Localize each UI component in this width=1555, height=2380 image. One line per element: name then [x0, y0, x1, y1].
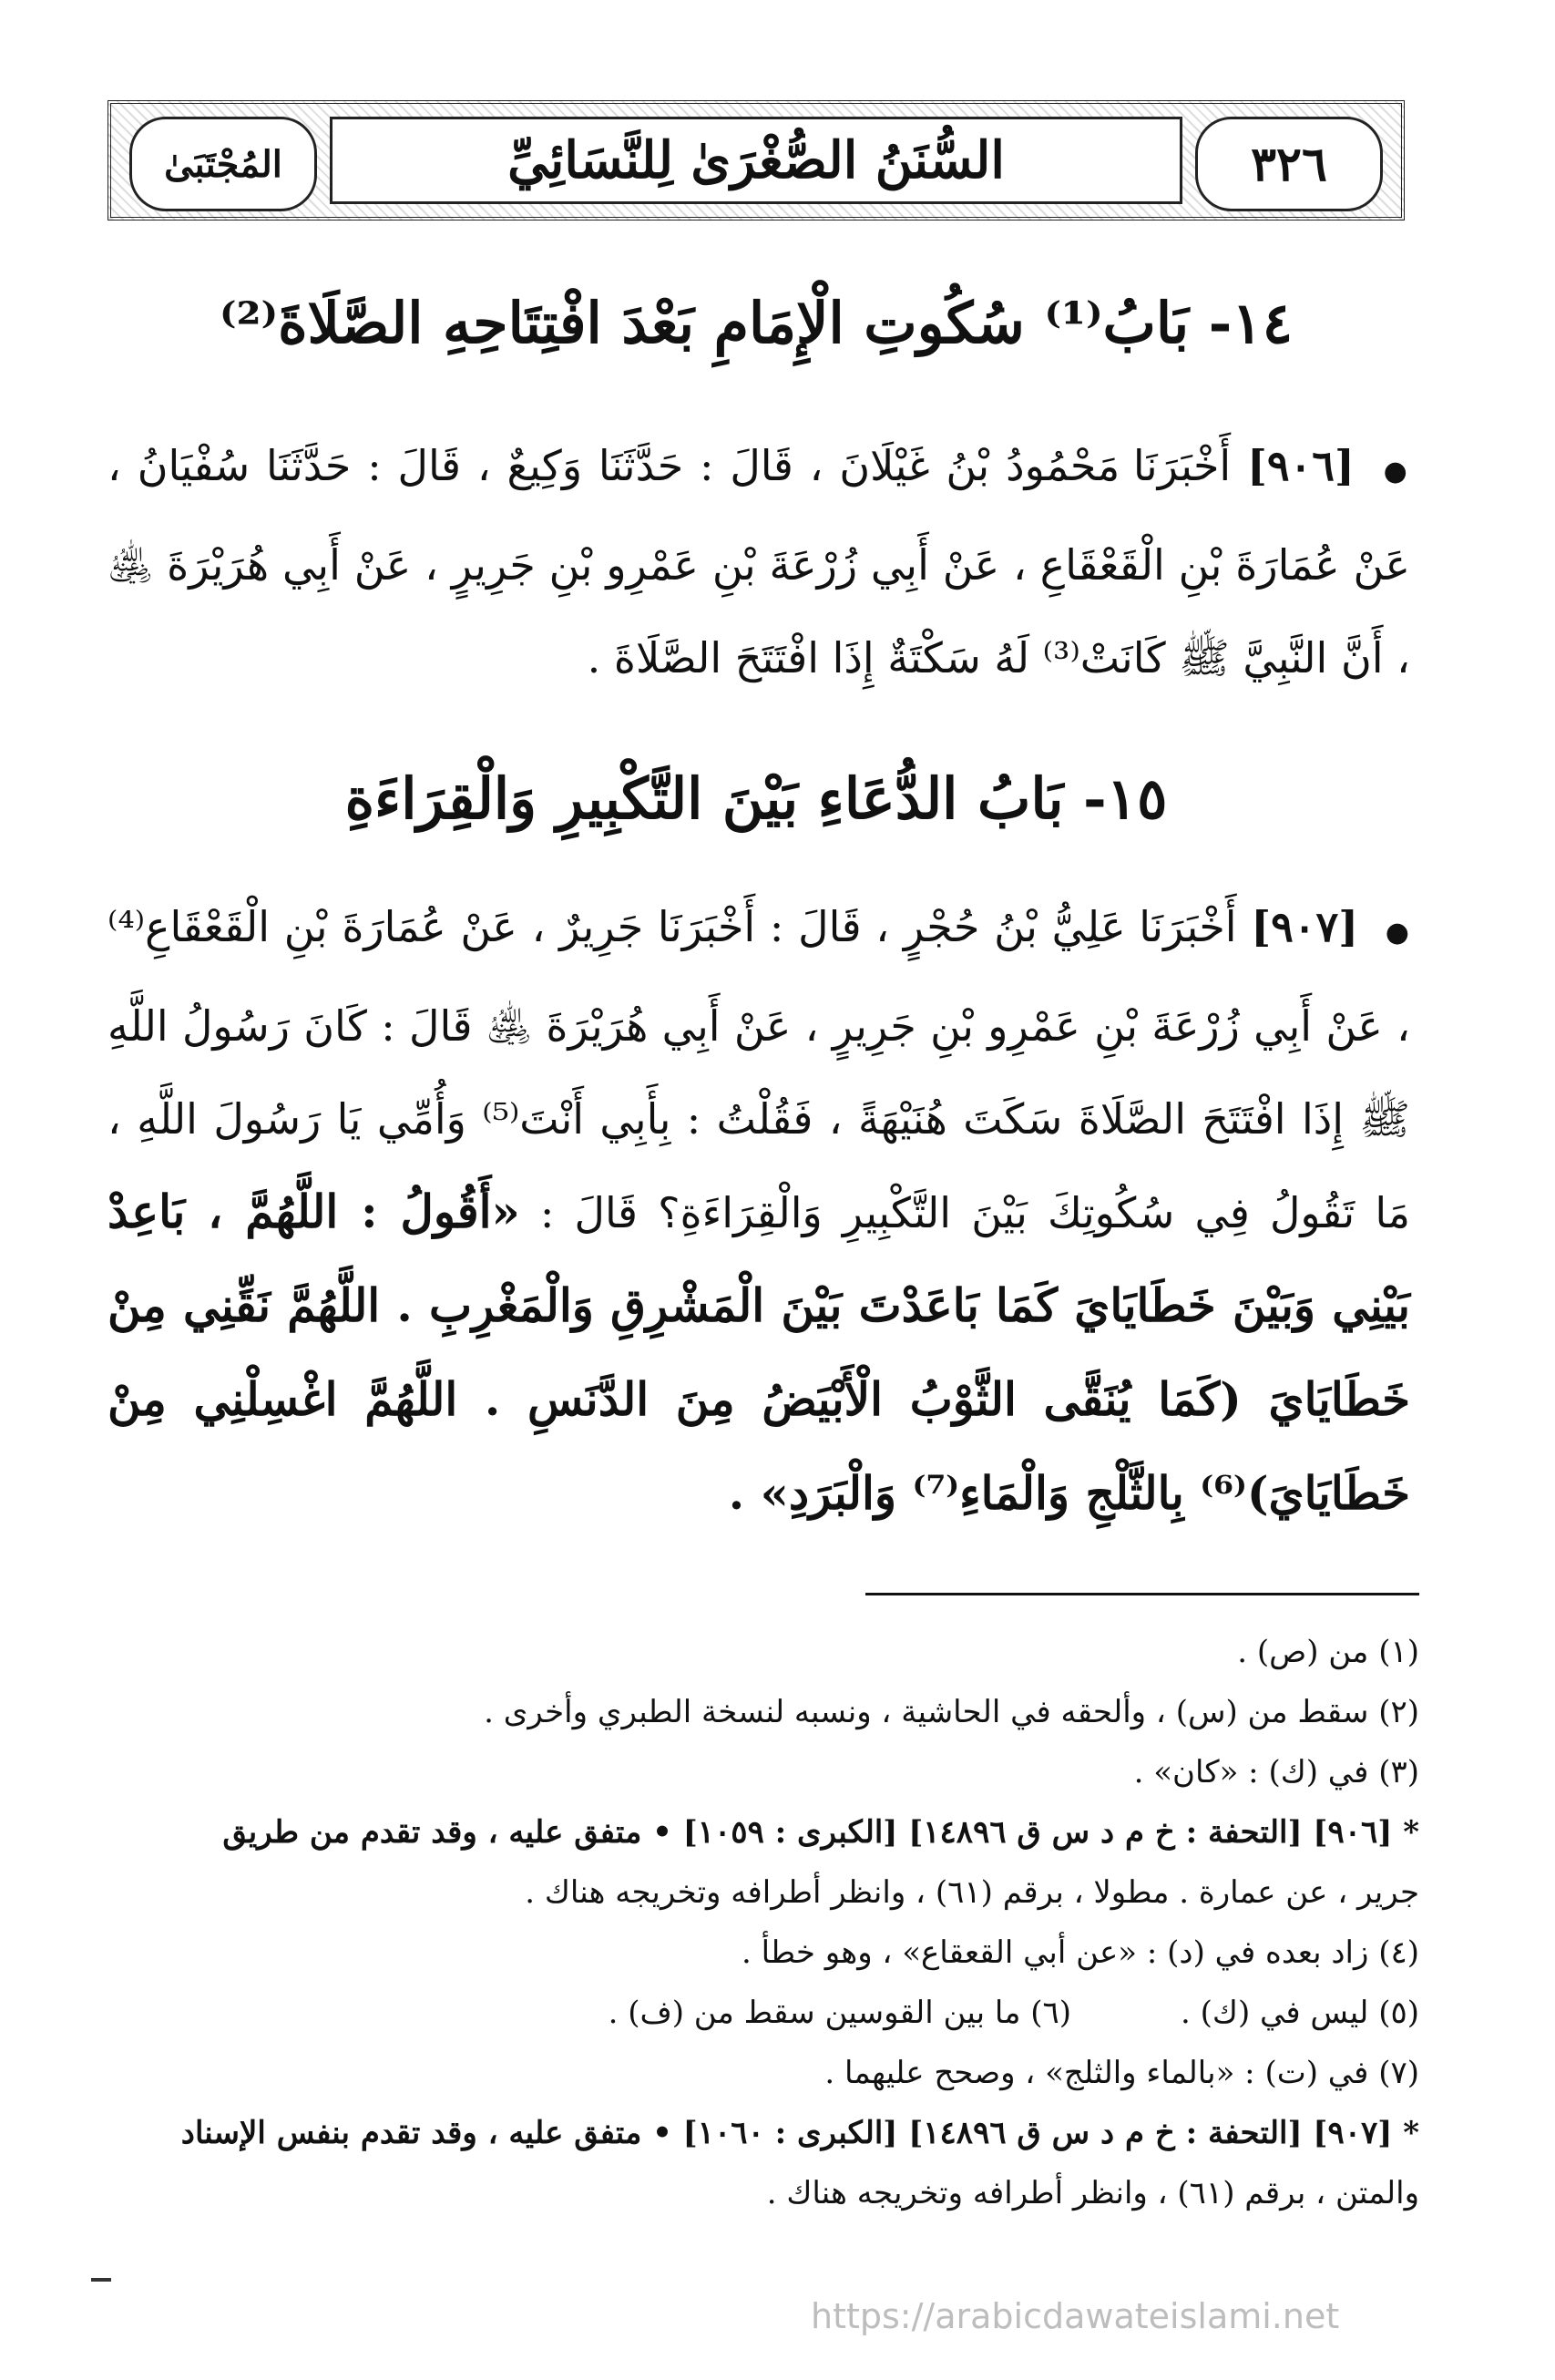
hadith-text: أَخْبَرَنَا مَحْمُودُ بْنُ غَيْلَانَ ، قَالَ : حَدَّثَنَا وَكِيعٌ ، قَالَ : حَدَّثَنَا سُفْيَانُ ، عَنْ عُمَارَةَ بْنِ الْقَعْقَاعِ ، عَنْ أَبِي زُرْعَةَ بْنِ عَمْرِو بْنِ جَرِيرٍ ، عَنْ أَبِي هُرَيْرَةَ ﵁ ، أَنَّ النَّبِيَّ ﷺ كَانَتْ⁽³⁾ لَهُ سَكْتَةٌ إِذَا افْتَتَحَ الصَّلَاةَ . — [107, 441, 1410, 682]
footnotes — [107, 1622, 1419, 2223]
footnote-pair-5-6 — [107, 1983, 1419, 2043]
hadith-dua-text: «أَقُولُ : اللَّهُمَّ ، بَاعِدْ بَيْنِي وَبَيْنَ خَطَايَايَ كَمَا بَاعَدْتَ بَيْنَ الْمَشْرِقِ وَالْمَغْرِبِ . اللَّهُمَّ نَقِّنِي مِنْ خَطَايَايَ (كَمَا يُنَقَّى الثَّوْبُ الْأَبْيَضُ مِنَ الدَّنَسِ . اللَّهُمَّ اغْسِلْنِي مِنْ خَطَايَايَ)⁽⁶⁾ بِالثَّلْجِ وَالْمَاءِ⁽⁷⁾ وَالْبَرَدِ» . — [107, 1185, 1410, 1520]
header-title-box — [330, 117, 1182, 204]
takhrij-907-line-1: * [٩٠٧] [التحفة : خ م د س ق ١٤٨٩٦] [الكبرى : ١٠٦٠] • متفق عليه ، وقد تقدم بنفس الإسناد — [180, 2115, 1419, 2151]
page-header — [107, 100, 1405, 221]
section-14-title: ١٤- بَابُ⁽¹⁾ سُكُوتِ الْإِمَامِ بَعْدَ افْتِتَاحِهِ الصَّلَاةَ⁽²⁾ — [219, 290, 1294, 356]
hadith-text: أَخْبَرَنَا عَلِيُّ بْنُ حُجْرٍ ، قَالَ : أَخْبَرَنَا جَرِيرٌ ، عَنْ عُمَارَةَ بْنِ الْقَعْقَاعِ⁽⁴⁾ ، عَنْ أَبِي زُرْعَةَ بْنِ عَمْرِو بْنِ جَرِيرٍ ، عَنْ أَبِي هُرَيْرَةَ ﵁ قَالَ : كَانَ رَسُولُ اللَّهِ ﷺ إِذَا افْتَتَحَ الصَّلَاةَ سَكَتَ هُنَيْهَةً ، فَقُلْتُ : بِأَبِي أَنْتَ⁽⁵⁾ وَأُمِّي يَا رَسُولَ اللَّهِ ، مَا تَقُولُ فِي سُكُوتِكَ بَيْنَ التَّكْبِيرِ وَالْقِرَاءَةِ؟ قَالَ : — [107, 902, 1411, 1237]
footnote-7: (٧) في (ت) : «بالماء والثلج» ، وصحح عليهما . — [824, 2055, 1419, 2091]
hadith-number: [٩٠٧] — [1251, 902, 1358, 951]
footnote-1: (١) من (ص) . — [1237, 1634, 1419, 1670]
margin-mark — [91, 2278, 111, 2282]
bullet-icon: ● — [1385, 917, 1410, 949]
hadith-907 — [107, 880, 1410, 1541]
takhrij-907-line-2: والمتن ، برقم (٦١) ، وانظر أطرافه وتخريجه هناك . — [766, 2175, 1419, 2211]
book-logo: المُجْتَبَىٰ — [129, 117, 317, 211]
footnote-4: (٤) زاد بعده في (د) : «عن أبي القعقاع» ، وهو خطأ . — [742, 1934, 1419, 1971]
footnote-6: (٦) ما بين القوسين سقط من (ف) . — [608, 1995, 1072, 2031]
page-number: ٣٢٦ — [1195, 117, 1383, 211]
hadith-906 — [107, 419, 1410, 704]
takhrij-906-line-2: جرير ، عن عمارة . مطولا ، برقم (٦١) ، وانظر أطرافه وتخريجه هناك . — [525, 1874, 1419, 1911]
book-title: السُّنَنُ الصُّغْرَىٰ لِلنَّسَائِيِّ — [507, 130, 1005, 190]
bullet-icon: ● — [1383, 456, 1411, 487]
watermark-url: https://arabicdawateislami.net — [811, 2296, 1340, 2336]
section-15-title: ١٥- بَابُ الدُّعَاءِ بَيْنَ التَّكْبِيرِ وَالْقِرَاءَةِ — [344, 765, 1168, 832]
footnote-2: (٢) سقط من (س) ، وألحقه في الحاشية ، ونسبه لنسخة الطبري وأخرى . — [484, 1694, 1419, 1730]
footnote-5: (٥) ليس في (ك) . — [1181, 1995, 1419, 2031]
takhrij-906-line-1: * [٩٠٦] [التحفة : خ م د س ق ١٤٨٩٦] [الكبرى : ١٠٥٩] • متفق عليه ، وقد تقدم من طريق — [222, 1814, 1419, 1851]
footnote-divider — [865, 1593, 1419, 1595]
hadith-number: [٩٠٦] — [1247, 441, 1355, 490]
footnote-3: (٣) في (ك) : «كان» . — [1133, 1754, 1419, 1790]
